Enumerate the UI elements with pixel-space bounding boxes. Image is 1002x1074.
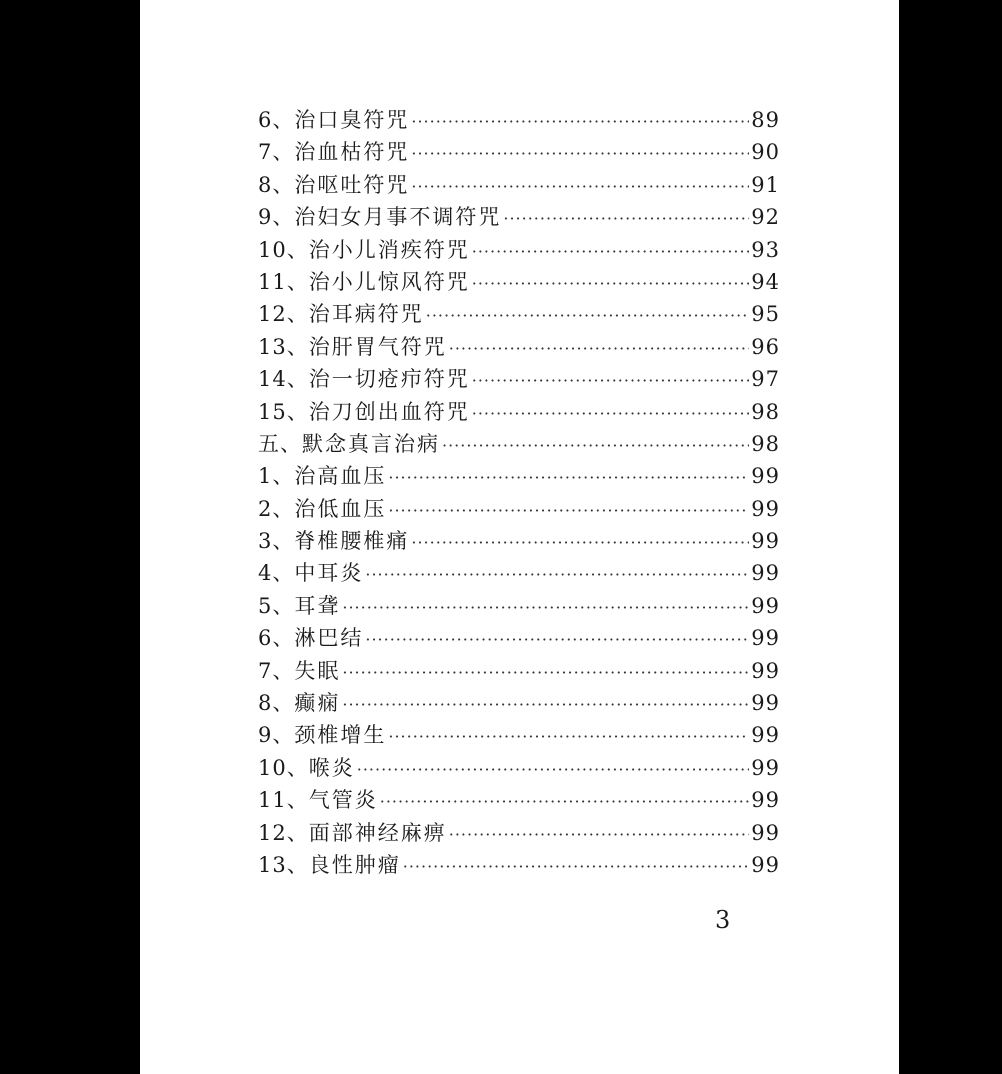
toc-entry <box>258 234 780 266</box>
toc-entry-page: 99 <box>751 755 780 780</box>
toc-entry <box>258 331 780 363</box>
toc-entry-page: 99 <box>751 496 780 521</box>
toc-entry <box>258 298 780 330</box>
toc-entry <box>258 428 780 460</box>
toc-entry-page: 93 <box>751 237 780 262</box>
toc-entry <box>258 396 780 428</box>
toc-dot-leader <box>411 177 749 196</box>
toc-entry-page: 92 <box>751 205 780 230</box>
toc-dot-leader <box>472 242 750 261</box>
toc-dot-leader <box>342 598 749 617</box>
toc-entry-title: 治高血压 <box>294 464 387 489</box>
toc-entry-page: 99 <box>751 464 780 489</box>
toc-entry <box>258 266 780 298</box>
toc-entry <box>258 752 780 784</box>
toc-entry-title: 中耳炎 <box>294 561 364 586</box>
toc-entry-number: 6、 <box>258 108 295 132</box>
toc-entry-page: 96 <box>751 334 780 359</box>
toc-entry-title: 治小儿消疾符咒 <box>308 237 470 262</box>
toc-entry <box>258 169 780 201</box>
toc-entry-title: 治一切疮疖符咒 <box>308 367 470 392</box>
toc-dot-leader <box>426 306 750 325</box>
toc-entry-number: 13、 <box>258 334 309 359</box>
toc-entry <box>258 622 780 654</box>
toc-entry-number: 8、 <box>258 691 295 716</box>
toc-entry-page: 99 <box>751 788 780 813</box>
toc-dot-leader <box>342 695 749 714</box>
toc-entry-title: 治刀创出血符咒 <box>308 399 470 424</box>
toc-dot-leader <box>357 760 750 779</box>
toc-entry-page: 91 <box>751 172 780 197</box>
toc-entry-page: 98 <box>751 431 780 456</box>
toc-entry-title: 治低血压 <box>294 496 387 521</box>
toc-dot-leader <box>411 144 749 163</box>
toc-entry-page: 97 <box>751 367 780 392</box>
toc-entry-number: 五、 <box>258 431 302 456</box>
toc-entry-title: 治血枯符咒 <box>294 140 410 165</box>
toc-entry <box>258 460 780 492</box>
toc-entry-page: 99 <box>751 723 780 748</box>
toc-dot-leader <box>472 371 750 390</box>
toc-entry-number: 8、 <box>258 172 295 197</box>
toc-entry <box>258 784 780 816</box>
toc-entry-title: 良性肿瘤 <box>308 852 401 877</box>
toc-entry-number: 5、 <box>258 593 295 618</box>
toc-dot-leader <box>365 630 749 649</box>
toc-entry-number: 3、 <box>258 529 295 554</box>
toc-entry-title: 脊椎腰椎痛 <box>294 529 410 554</box>
toc-dot-leader <box>380 792 750 811</box>
toc-entry-number: 7、 <box>258 140 295 165</box>
toc-entry-title: 面部神经麻痹 <box>308 820 447 845</box>
toc-dot-leader <box>388 727 749 746</box>
toc-entry-title: 默念真言治病 <box>302 431 440 456</box>
toc-entry <box>258 655 780 687</box>
toc-entry-number: 12、 <box>258 302 309 327</box>
toc-entry-page: 98 <box>751 399 780 424</box>
toc-entry-page: 99 <box>751 561 780 586</box>
toc-entry <box>258 136 780 168</box>
toc-entry-title: 治肝胃气符咒 <box>308 334 447 359</box>
toc-dot-leader <box>472 404 750 423</box>
toc-entry-number: 15、 <box>258 399 309 424</box>
toc-entry-number: 10、 <box>258 755 309 780</box>
toc-entry-page: 99 <box>751 852 780 877</box>
toc-entry-number: 6、 <box>258 626 295 651</box>
toc-dot-leader <box>472 274 750 293</box>
toc-entry-title: 治妇女月事不调符咒 <box>294 205 502 230</box>
toc-entry-number: 11、 <box>258 269 309 294</box>
toc-entry-title: 气管炎 <box>308 788 378 813</box>
toc-dot-leader <box>342 663 749 682</box>
toc-entry-title: 治口臭符咒 <box>294 108 410 132</box>
toc-entry-number: 11、 <box>258 788 309 813</box>
toc-entry-title: 治小儿惊风符咒 <box>308 269 470 294</box>
toc-entry-page: 90 <box>751 140 780 165</box>
toc-entry-page: 99 <box>751 626 780 651</box>
toc-entry <box>258 849 780 881</box>
toc-entry-page: 99 <box>751 593 780 618</box>
toc-entry-title: 喉炎 <box>308 755 355 780</box>
toc-entry-number: 9、 <box>258 205 295 230</box>
toc-entry <box>258 590 780 622</box>
toc-entry-page: 99 <box>751 820 780 845</box>
toc-dot-leader <box>388 501 749 520</box>
toc-entry-number: 14、 <box>258 367 309 392</box>
toc-dot-leader <box>442 436 749 455</box>
toc-entry-page: 95 <box>751 302 780 327</box>
toc-entry-title: 治呕吐符咒 <box>294 172 410 197</box>
toc-dot-leader <box>503 209 749 228</box>
toc-entry-number: 10、 <box>258 237 309 262</box>
toc-entry <box>258 201 780 233</box>
toc-entry-title: 失眠 <box>294 658 341 683</box>
toc-entry-number: 9、 <box>258 723 295 748</box>
toc-dot-leader <box>403 857 750 876</box>
toc-entry <box>258 687 780 719</box>
toc-dot-leader <box>449 339 750 358</box>
toc-entry <box>258 104 780 136</box>
toc-entry <box>258 817 780 849</box>
toc-entry-title: 治耳病符咒 <box>308 302 424 327</box>
toc-entry <box>258 719 780 751</box>
page-number: 3 <box>715 906 731 934</box>
toc-dot-leader <box>411 112 749 131</box>
table-of-contents <box>258 104 780 881</box>
toc-entry <box>258 493 780 525</box>
toc-entry-title: 耳聋 <box>294 593 341 618</box>
toc-entry-number: 2、 <box>258 496 295 521</box>
toc-entry-title: 淋巴结 <box>294 626 364 651</box>
toc-entry-title: 癫痫 <box>294 691 341 716</box>
toc-entry <box>258 363 780 395</box>
toc-entry-number: 7、 <box>258 658 295 683</box>
toc-dot-leader <box>388 468 749 487</box>
toc-dot-leader <box>411 533 749 552</box>
toc-entry <box>258 557 780 589</box>
toc-entry-number: 13、 <box>258 852 309 877</box>
toc-dot-leader <box>449 825 750 844</box>
toc-entry <box>258 525 780 557</box>
toc-dot-leader <box>365 565 749 584</box>
toc-entry-number: 12、 <box>258 820 309 845</box>
toc-entry-page: 89 <box>751 108 780 132</box>
toc-entry-page: 99 <box>751 691 780 716</box>
toc-entry-number: 4、 <box>258 561 295 586</box>
toc-entry-page: 99 <box>751 658 780 683</box>
toc-entry-title: 颈椎增生 <box>294 723 387 748</box>
toc-entry-number: 1、 <box>258 464 295 489</box>
toc-entry-page: 99 <box>751 529 780 554</box>
toc-entry-page: 94 <box>751 269 780 294</box>
document-page <box>140 0 899 1074</box>
